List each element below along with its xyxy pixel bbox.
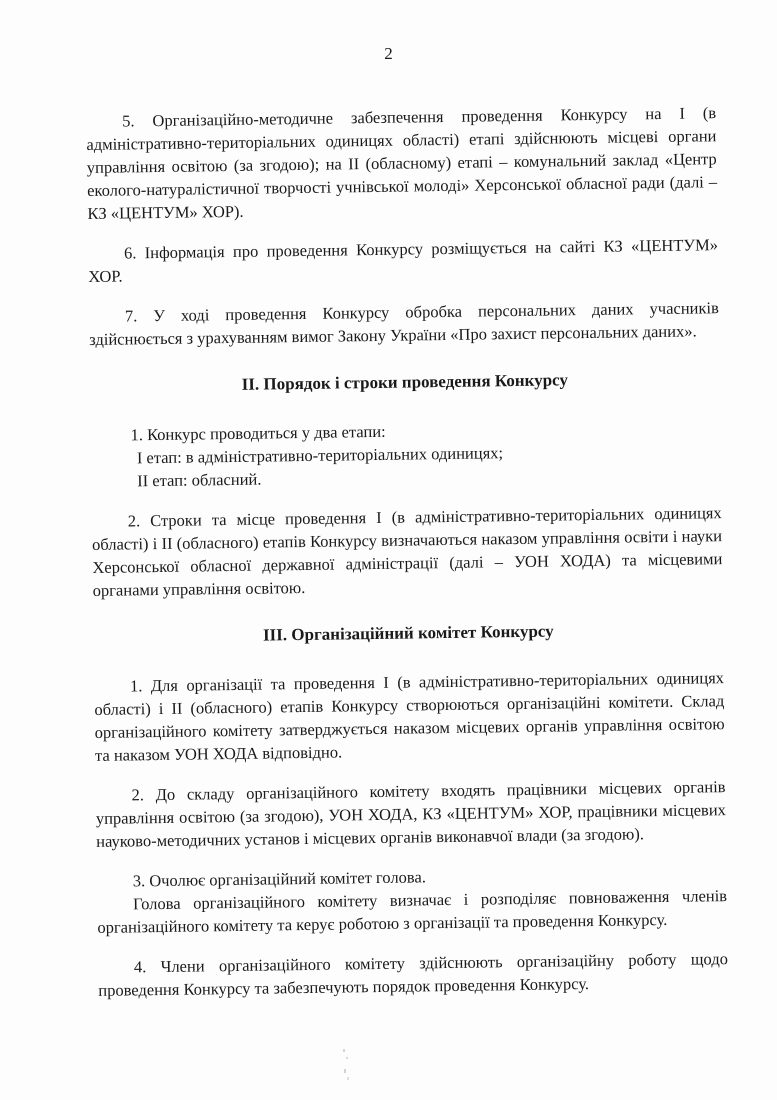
document-body: [86, 101, 728, 1002]
paragraph-head-duties: Голова організаційного комітету визначає і розподіляє повноваження членів організаційного комітету та керує роботою з організації та проведення Конкурсу.: [97, 886, 728, 937]
paragraph-stages-intro: 1. Конкурс проводиться у два етапи:: [130, 421, 386, 445]
section-heading-procedure: ІІ. Порядок і строки проведення Конкурсу: [241, 370, 569, 394]
paragraph-personal-data: 7. У ході проведення Конкурсу обробка персональних даних учасників здійснюється з урахуванням вимог Закону України «Про захист персональних даних».: [89, 298, 719, 349]
paragraph-committee-head: 3. Очолює організаційний комітет голова.: [132, 867, 426, 891]
paragraph-members-duties: 4. Члени організаційного комітету здійснюють організаційну роботу щодо проведення Конкурсу та забезпечують порядок проведення Конкурсу.: [98, 949, 729, 1000]
paragraph-dates-place: 2. Строки та місце проведення І (в адміністративно-територіальних одиницях області) і ІІ (обласного) етапів Конкурсу визначаються наказом управління освіти і науки Херсонської обласної державної адміністрації (далі – УОН ХОДА) та місцевими органами управління освітою.: [91, 503, 723, 600]
paragraph-stage-two: ІІ етап: обласний.: [137, 469, 262, 491]
paragraph-organizational-support: 5. Організаційно-методичне забезпечення проведення Конкурсу на І (в адміністративно-територіальних одиницях області) етапі здійснюють місцеві органи управління освітою (за згодою); на ІІ (обласному) етапі – комунальний заклад «Центр еколого-натуралістичної творчості учнівської молоді» Херсонської обласної ради (далі – КЗ «ЦЕНТУМ» ХОР).: [86, 103, 718, 223]
scan-specks: [340, 1045, 352, 1085]
paragraph-committee-members: 2. До складу організаційного комітету входять працівники місцевих органів управління освітою (за згодою), УОН ХОДА, КЗ «ЦЕНТУМ» ХОР, працівники місцевих науково-методичних установ і місцевих органів виконавчої влади (за згодою).: [95, 777, 726, 851]
paragraph-stage-one: І етап: в адміністративно-територіальних одиницях;: [136, 443, 504, 468]
paragraph-committee-creation: 1. Для організації та проведення І (в адміністративно-територіальних одиницях області) і ІІ (обласного) етапів Конкурсу створюються організаційні комітети. Склад організаційного комітету затверджується наказом місцевих органів управління освітою та наказом УОН ХОДА відповідно.: [94, 668, 725, 765]
page-number: 2: [384, 44, 393, 63]
section-heading-committee: ІІІ. Організаційний комітет Конкурсу: [262, 621, 554, 645]
paragraph-website-info: 6. Інформація про проведення Конкурсу розміщується на сайті КЗ «ЦЕНТУМ» ХОР.: [88, 235, 719, 286]
